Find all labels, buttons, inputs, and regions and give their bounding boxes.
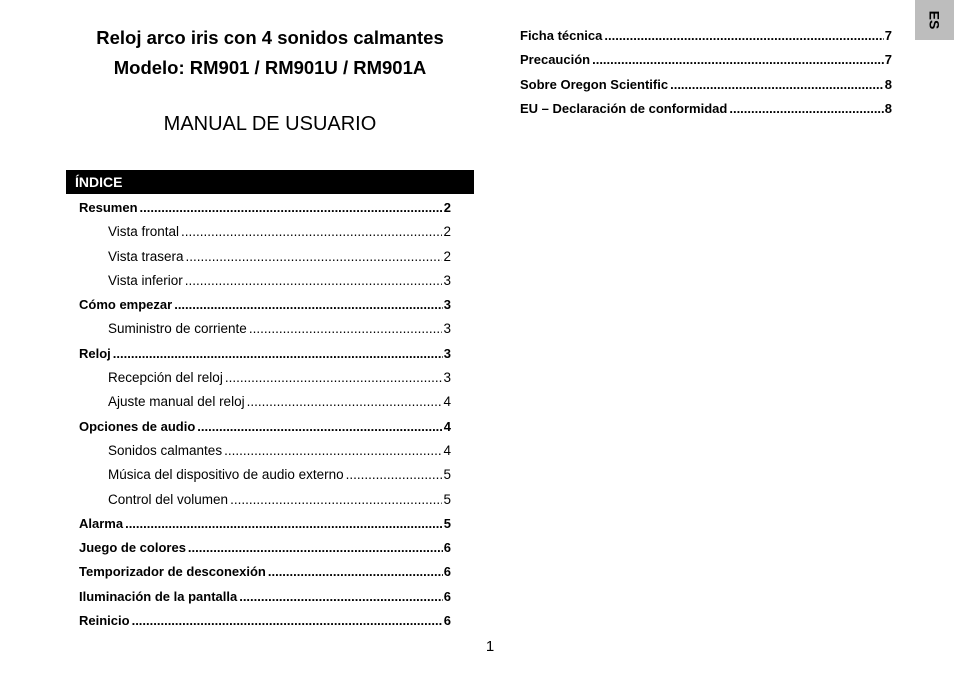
toc-entry — [520, 48, 892, 72]
toc-entry-page: 4 — [443, 418, 451, 434]
toc-dot-leader — [230, 488, 442, 512]
toc-entry-label: Reloj — [79, 345, 111, 361]
toc-entry-page: 4 — [443, 394, 451, 410]
toc-entry-label: Vista inferior — [108, 272, 183, 288]
toc-entry — [79, 317, 451, 341]
toc-entry-label: EU – Declaración de conformidad — [520, 100, 728, 116]
toc-entry-label: Opciones de audio — [79, 418, 196, 434]
toc-entry-label: Reinicio — [79, 613, 130, 629]
toc-entry-label: Alarma — [79, 515, 124, 531]
toc-entry — [79, 609, 451, 633]
toc-dot-leader — [113, 342, 443, 366]
toc-entry-page: 3 — [443, 370, 451, 386]
toc-dot-leader — [670, 73, 884, 97]
toc-entry-label: Vista trasera — [108, 248, 184, 264]
toc-entry-page: 6 — [443, 588, 451, 604]
toc-entry — [79, 196, 451, 220]
toc-entry — [79, 415, 451, 439]
toc-entry — [79, 390, 451, 414]
document-title: Reloj arco iris con 4 sonidos calmantes — [96, 27, 444, 48]
toc-entry-page: 3 — [443, 272, 451, 288]
toc-heading: ÍNDICE — [66, 170, 474, 194]
toc-dot-leader — [140, 196, 443, 220]
toc-entry-page: 3 — [443, 321, 451, 337]
toc-entry — [79, 512, 451, 536]
toc-entry-page: 6 — [443, 613, 451, 629]
toc-entry-page: 6 — [443, 540, 451, 556]
toc-entry — [520, 24, 892, 48]
toc-entry-label: Recepción del reloj — [108, 370, 223, 386]
toc-entry-label: Juego de colores — [79, 540, 186, 556]
toc-entry — [79, 293, 451, 317]
toc-left-column — [79, 196, 451, 633]
toc-dot-leader — [604, 24, 883, 48]
toc-entry — [79, 269, 451, 293]
toc-entry-page: 4 — [443, 442, 451, 458]
toc-dot-leader — [224, 439, 442, 463]
language-tab-label: ES — [926, 10, 943, 30]
toc-entry-page: 7 — [884, 52, 892, 68]
toc-entry-label: Temporizador de desconexión — [79, 564, 266, 580]
toc-entry — [79, 245, 451, 269]
toc-dot-leader — [186, 245, 443, 269]
toc-entry-label: Ficha técnica — [520, 28, 603, 43]
toc-right-column — [520, 24, 892, 121]
toc-entry-page: 5 — [443, 515, 451, 531]
toc-dot-leader — [729, 97, 883, 121]
toc-entry-label: Vista frontal — [108, 224, 180, 240]
toc-entry-page: 5 — [443, 491, 451, 507]
toc-entry-label: Suministro de corriente — [108, 321, 247, 337]
toc-entry-label: Iluminación de la pantalla — [79, 588, 238, 604]
toc-entry — [79, 536, 451, 560]
toc-entry-label: Música del dispositivo de audio externo — [108, 467, 344, 483]
toc-entry-label: Sobre Oregon Scientific — [520, 76, 669, 92]
toc-entry — [520, 73, 892, 97]
toc-dot-leader — [268, 560, 443, 584]
toc-entry — [79, 463, 451, 487]
toc-entry — [79, 220, 451, 244]
toc-entry-label: Sonidos calmantes — [108, 442, 223, 458]
toc-entry-page: 7 — [884, 28, 892, 43]
page-number: 1 — [485, 638, 495, 655]
toc-entry — [79, 585, 451, 609]
toc-entry-page: 2 — [443, 200, 451, 215]
toc-entry — [79, 560, 451, 584]
toc-entry-page: 2 — [443, 224, 451, 240]
toc-entry-page: 8 — [884, 76, 892, 92]
toc-entry — [79, 366, 451, 390]
manual-subtitle: MANUAL DE USUARIO — [163, 113, 377, 135]
toc-dot-leader — [125, 512, 443, 536]
toc-dot-leader — [185, 269, 443, 293]
toc-dot-leader — [249, 317, 443, 341]
toc-entry-label: Resumen — [79, 200, 138, 215]
toc-dot-leader — [181, 220, 442, 244]
toc-dot-leader — [174, 293, 443, 317]
toc-entry — [520, 97, 892, 121]
toc-dot-leader — [132, 609, 443, 633]
toc-entry — [79, 342, 451, 366]
toc-entry-page: 6 — [443, 564, 451, 580]
toc-entry-label: Cómo empezar — [79, 297, 173, 313]
language-tab — [915, 0, 954, 40]
toc-entry-label: Precaución — [520, 52, 591, 68]
toc-entry-page: 3 — [443, 297, 451, 313]
toc-dot-leader — [247, 390, 443, 414]
toc-dot-leader — [239, 585, 443, 609]
toc-dot-leader — [197, 415, 442, 439]
toc-entry — [79, 488, 451, 512]
toc-entry-label: Control del volumen — [108, 491, 229, 507]
toc-dot-leader — [346, 463, 443, 487]
toc-dot-leader — [592, 48, 884, 72]
model-line: Modelo: RM901 / RM901U / RM901A — [113, 57, 427, 78]
toc-entry-label: Ajuste manual del reloj — [108, 394, 245, 410]
toc-entry — [79, 439, 451, 463]
toc-entry-page: 8 — [884, 100, 892, 116]
toc-entry-page: 3 — [443, 345, 451, 361]
toc-entry-page: 5 — [443, 467, 451, 483]
toc-dot-leader — [188, 536, 443, 560]
toc-entry-page: 2 — [443, 248, 451, 264]
toc-dot-leader — [225, 366, 443, 390]
